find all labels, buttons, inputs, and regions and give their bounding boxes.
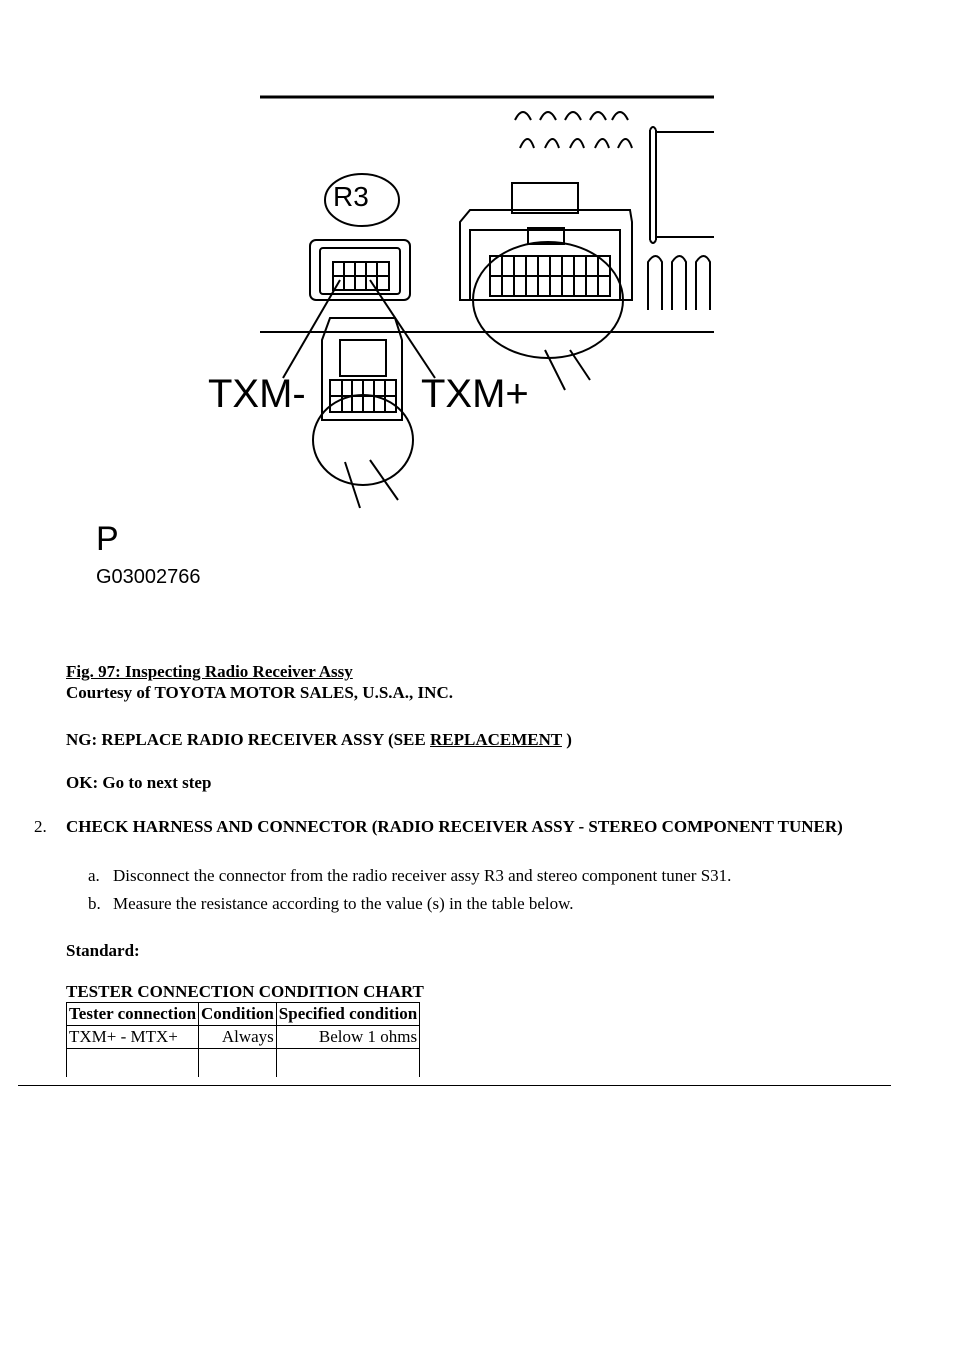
terminal-label-txm-plus: TXM+ <box>421 372 529 416</box>
replacement-link[interactable]: REPLACEMENT <box>430 730 562 749</box>
table-cell <box>199 1049 277 1078</box>
view-label: P <box>96 520 119 558</box>
substep-text: Disconnect the connector from the radio receiver assy R3 and stereo component tuner S31. <box>113 866 732 885</box>
step-number: 2. <box>34 817 47 836</box>
step-title: CHECK HARNESS AND CONNECTOR (RADIO RECEIVER ASSY - STEREO COMPONENT TUNER) <box>66 817 843 836</box>
terminal-label-txm-minus: TXM- <box>208 372 306 416</box>
substep-letter: b. <box>88 894 101 913</box>
ng-result <box>66 730 572 750</box>
page-divider <box>18 1085 891 1086</box>
table-cell <box>276 1049 419 1078</box>
table-cell: Always <box>199 1026 277 1049</box>
table-header-row <box>67 1003 420 1026</box>
ok-result: OK: Go to next step <box>66 773 212 792</box>
connector-label-r3: R3 <box>333 181 369 212</box>
connector-diagram-drawing <box>0 0 960 650</box>
figure-caption: Fig. 97: Inspecting Radio Receiver Assy <box>66 662 353 681</box>
table-header: Specified condition <box>276 1003 419 1026</box>
table-cell: TXM+ - MTX+ <box>67 1026 199 1049</box>
table-header: Condition <box>199 1003 277 1026</box>
table-cell <box>67 1049 199 1078</box>
connector-diagram <box>0 0 960 650</box>
table-row <box>67 1026 420 1049</box>
courtesy-line: Courtesy of TOYOTA MOTOR SALES, U.S.A., INC. <box>66 683 453 702</box>
table-cell: Below 1 ohms <box>276 1026 419 1049</box>
standard-label: Standard: <box>66 941 140 960</box>
ng-text: NG: REPLACE RADIO RECEIVER ASSY (SEE <box>66 730 430 749</box>
figure-code: G03002766 <box>96 566 201 588</box>
table-row-blank <box>67 1049 420 1078</box>
chart-title: TESTER CONNECTION CONDITION CHART <box>66 982 424 1001</box>
substep-text: Measure the resistance according to the value (s) in the table below. <box>113 894 574 913</box>
ng-suffix: ) <box>561 730 572 749</box>
tester-connection-table <box>66 1002 420 1077</box>
substep-letter: a. <box>88 866 100 885</box>
table-header: Tester connection <box>67 1003 199 1026</box>
